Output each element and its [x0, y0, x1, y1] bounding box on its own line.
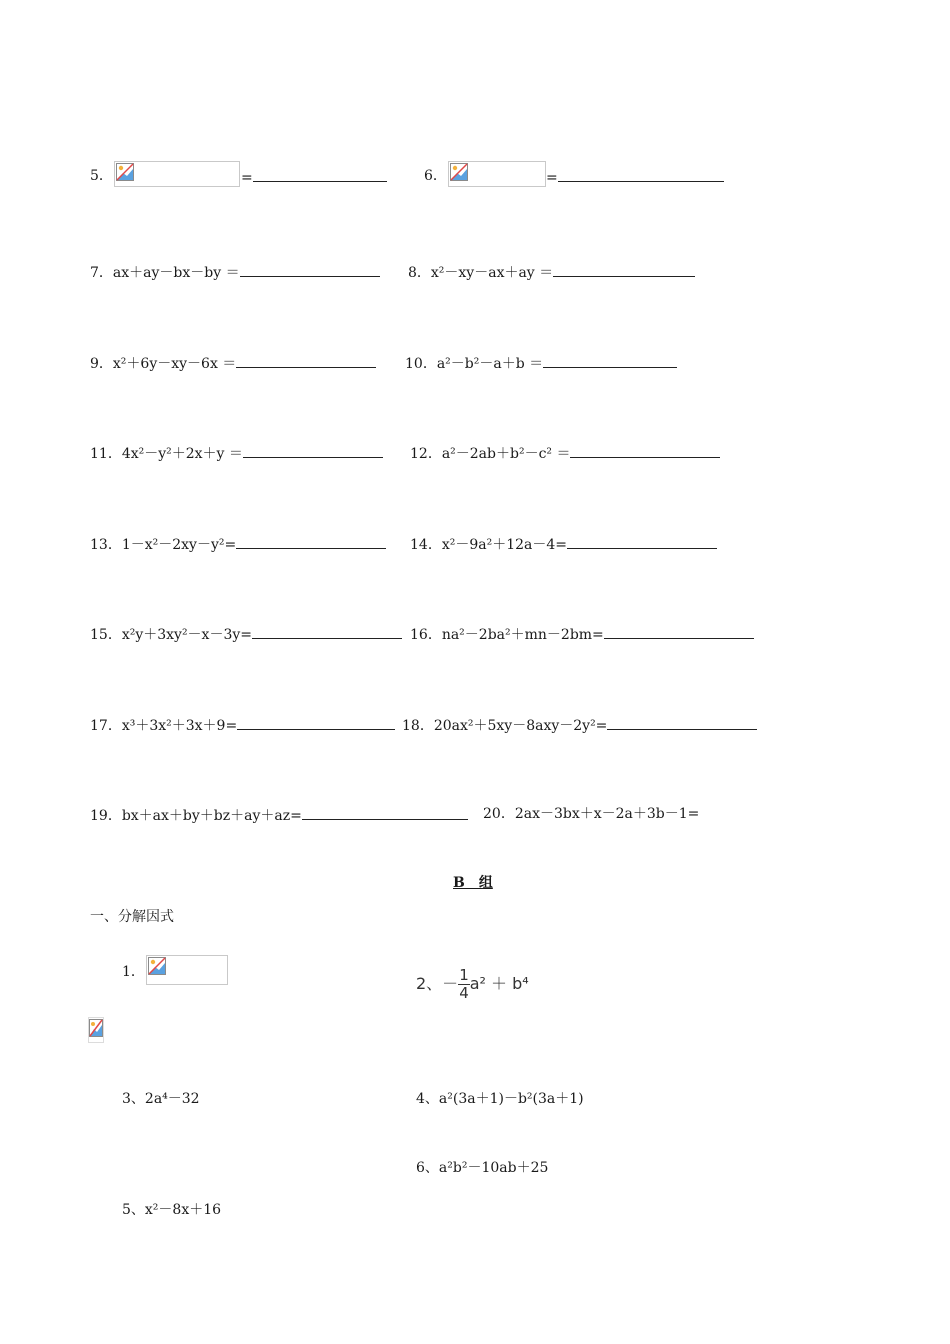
problem-7: 7．ax＋ay－bx－by ＝	[90, 262, 380, 282]
problem-12: 12．a²－2ab＋b²－c² ＝	[410, 443, 720, 463]
b-question-1-image	[146, 955, 228, 985]
problem-6-number: 6．	[424, 168, 447, 184]
problem-18: 18．20ax²＋5xy－8axy－2y²=	[402, 715, 757, 735]
section-b-heading: 一、分解因式	[90, 909, 174, 925]
broken-image-icon	[148, 957, 166, 975]
b-question-3: 3、2a⁴－32	[122, 1091, 200, 1107]
b-question-4: 4、a²(3a＋1)－b²(3a＋1)	[416, 1091, 584, 1107]
b-question-6: 6、a²b²－10ab＋25	[416, 1160, 549, 1176]
b-question-2-fraction: $\frac{1}{4}$	[459, 966, 469, 1002]
problem-5-image	[114, 161, 240, 187]
problem-13: 13．1－x²－2xy－y²=	[90, 534, 386, 554]
problem-17: 17．x³＋3x²＋3x＋9=	[90, 715, 395, 735]
problem-16: 16．na²－2ba²＋mn－2bm=	[410, 624, 754, 644]
problem-9: 9．x²＋6y－xy－6x ＝	[90, 353, 376, 373]
problem-5-number: 5．	[90, 168, 113, 184]
b-question-5: 5、x²－8x＋16	[122, 1202, 222, 1218]
broken-image-icon	[450, 163, 468, 181]
problem-5-equals: =	[241, 167, 387, 187]
section-b-title: B 组	[453, 875, 493, 891]
problem-15: 15．x²y＋3xy²－x－3y=	[90, 624, 402, 644]
problem-6-equals: =	[546, 167, 724, 187]
b-question-2	[416, 964, 529, 1004]
problem-20: 20．2ax－3bx＋x－2a＋3b－1=	[483, 806, 700, 822]
problem-6-image	[448, 161, 546, 187]
b-question-1-number: 1．	[122, 964, 145, 980]
b-stray-image	[88, 1017, 104, 1043]
b-question-2-prefix: 2、－	[416, 974, 459, 993]
b-question-2-rest: a² ＋ b⁴	[469, 974, 529, 993]
problem-11: 11．4x²－y²＋2x＋y ＝	[90, 443, 383, 463]
broken-image-icon	[116, 163, 134, 181]
broken-image-icon	[89, 1019, 103, 1037]
problem-10: 10．a²－b²－a＋b ＝	[405, 353, 677, 373]
problem-19: 19．bx＋ax＋by＋bz＋ay＋az=	[90, 805, 468, 825]
problem-14: 14．x²－9a²＋12a－4=	[410, 534, 717, 554]
problem-8: 8．x²－xy－ax＋ay ＝	[408, 262, 695, 282]
